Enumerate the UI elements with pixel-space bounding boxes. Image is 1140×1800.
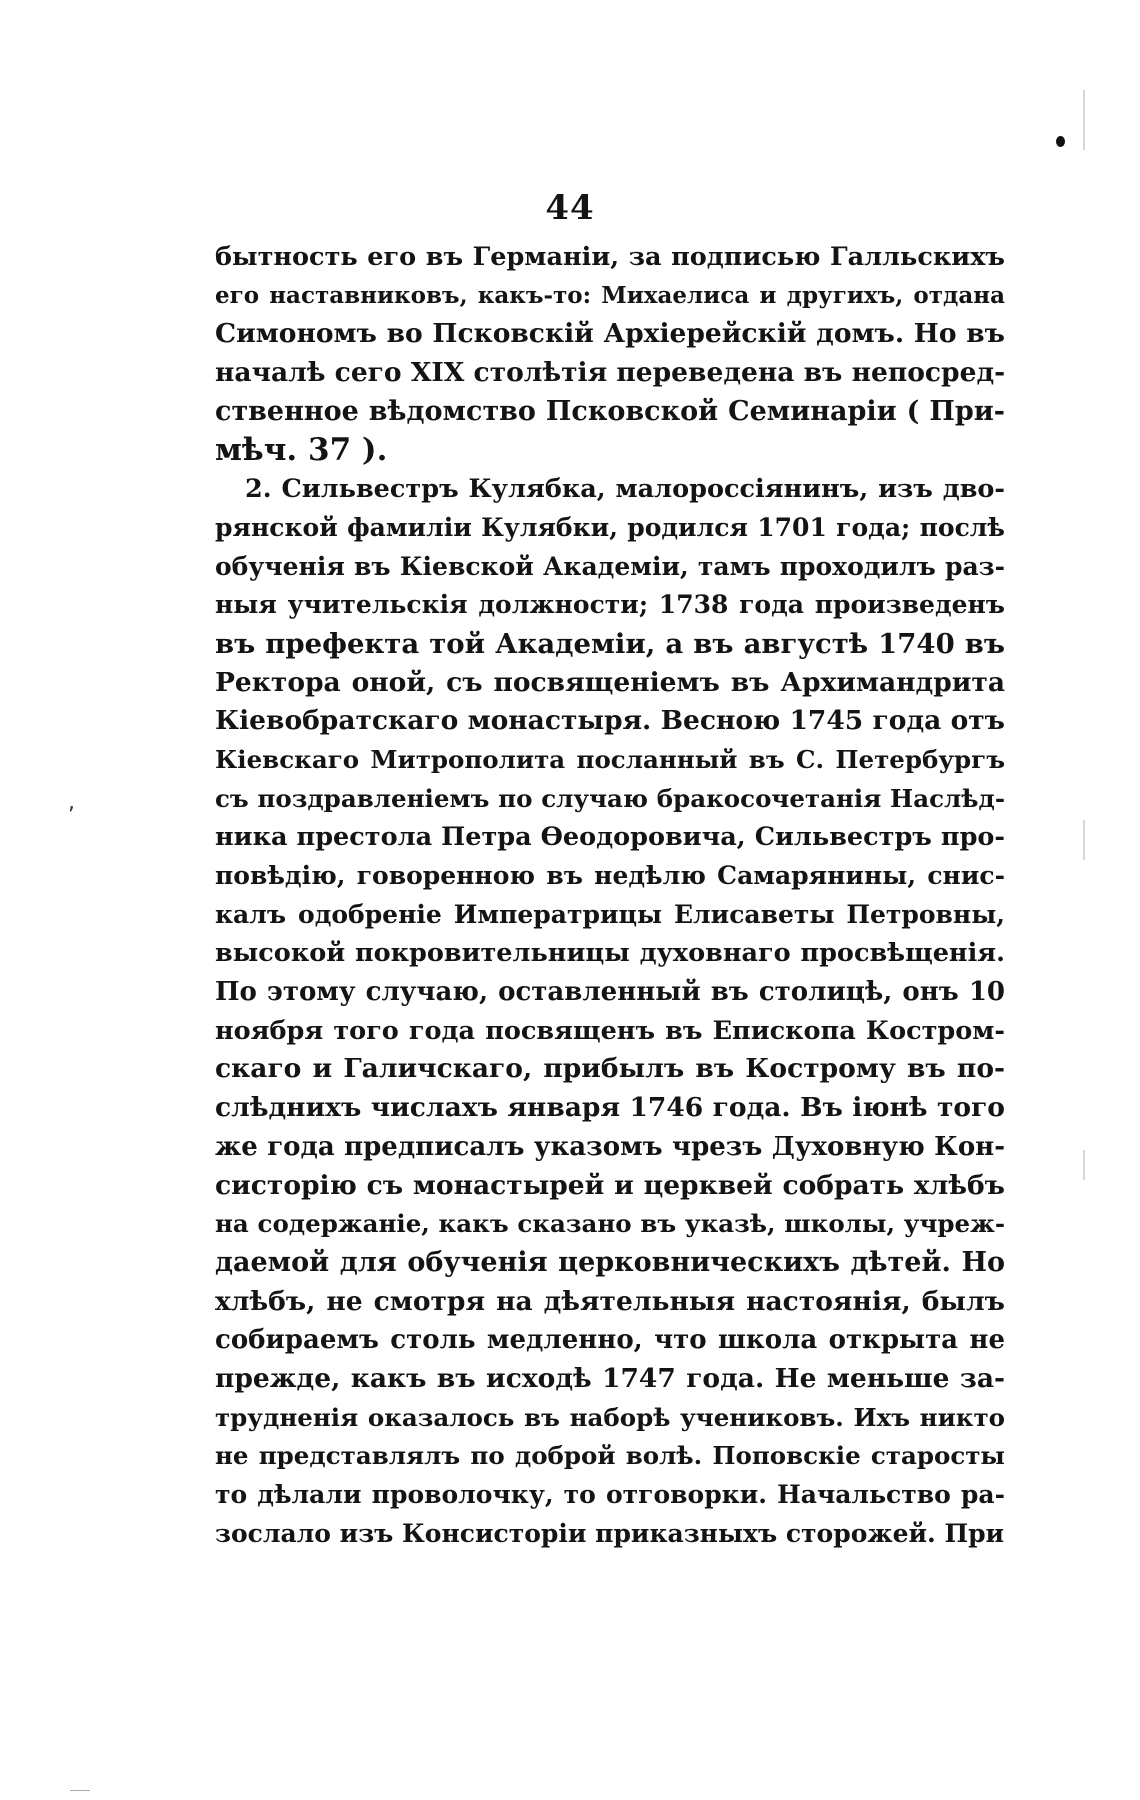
text-line: ника престола Петра Ѳеодоровича, Сильвестръ про- xyxy=(215,822,1005,853)
text-line: обученія въ Кіевской Академіи, тамъ проходилъ раз- xyxy=(215,551,1005,581)
text-line: собираемъ столь медленно, что школа открыта не xyxy=(215,1325,1005,1356)
text-line: Кіевскаго Митрополита посланный въ С. Петербургъ xyxy=(215,744,1005,774)
text-line: калъ одобреніе Императрицы Елисаветы Петровны, xyxy=(215,899,1005,929)
text-line: скаго и Галичскаго, прибылъ въ Кострому въ по- xyxy=(215,1053,1005,1085)
text-line: мѣч. 37 ). xyxy=(215,432,388,469)
text-line: же года предписалъ указомъ чрезъ Духовную Кон- xyxy=(215,1131,1005,1162)
text-line: началѣ сего XIX столѣтія переведена въ непосред- xyxy=(215,357,1005,389)
text-line: ныя учительскія должности; 1738 года произведенъ xyxy=(215,590,1005,620)
scan-mark xyxy=(70,1790,90,1791)
text-line: съ поздравленіемъ по случаю бракосочетанія Наслѣд- xyxy=(215,783,1005,813)
page-edge-line xyxy=(1083,1150,1085,1180)
text-line: то дѣлали проволочку, то отговорки. Начальство ра- xyxy=(215,1480,1005,1509)
text-line: хлѣбъ, не смотря на дѣятельныя настоянія, былъ xyxy=(215,1285,1005,1317)
body-text xyxy=(215,238,1005,1553)
scan-dot-mark xyxy=(1056,136,1065,147)
text-line: даемой для обученія церковническихъ дѣтей. Но xyxy=(215,1246,1005,1278)
text-line: ственное вѣдомство Псковской Семинаріи ( При- xyxy=(215,395,1005,427)
text-line: трудненія оказалось въ наборѣ учениковъ. Ихъ никто xyxy=(215,1402,1005,1432)
text-line: повѣдію, говоренною въ недѣлю Самарянины, снис- xyxy=(215,861,1005,890)
text-line: бытность его въ Германіи, за подписью Галльскихъ xyxy=(215,242,1005,272)
text-line: Кіевобратскаго монастыря. Весною 1745 года отъ xyxy=(215,705,1005,737)
text-line: систорію съ монастырей и церквей собрать хлѣбъ xyxy=(215,1169,1005,1201)
text-line: По этому случаю, оставленный въ столицѣ, онъ 10 xyxy=(215,977,1005,1008)
text-line: Ректора оной, съ посвященіемъ въ Архимандрита xyxy=(215,666,1005,698)
text-line: Симономъ во Псковскій Архіерейскій домъ. Но въ xyxy=(215,318,1005,350)
paragraph xyxy=(215,238,1005,470)
paragraph xyxy=(215,470,1005,1553)
text-line: въ префекта той Академіи, а въ августѣ 1740 въ xyxy=(215,627,1005,660)
text-line: высокой покровительницы духовнаго просвѣщенія. xyxy=(215,938,1005,969)
text-line: 2. Сильвестръ Кулябка, малороссіянинъ, изъ дво- xyxy=(245,474,1005,505)
text-line: не представлялъ по доброй волѣ. Поповскіе старосты xyxy=(215,1441,1005,1471)
text-line: рянской фамиліи Кулябки, родился 1701 года; послѣ xyxy=(215,512,1005,542)
text-line: ноября того года посвященъ въ Епископа Костром- xyxy=(215,1015,1005,1046)
text-line: зослало изъ Консисторіи приказныхъ сторожей. При xyxy=(215,1518,1005,1548)
text-line: на содержаніе, какъ сказано въ указѣ, школы, учреж- xyxy=(215,1209,1005,1239)
text-line: слѣднихъ числахъ января 1746 года. Въ іюнѣ того xyxy=(215,1092,1005,1124)
page-edge-line xyxy=(1083,90,1085,150)
text-line: его наставниковъ, какъ-то: Михаелиса и другихъ, отдана xyxy=(215,281,1005,309)
page-edge-line xyxy=(1083,820,1085,860)
margin-comma-mark: , xyxy=(68,790,75,815)
page-number: 44 xyxy=(545,188,595,228)
text-line: прежде, какъ въ исходѣ 1747 года. Не меньше за- xyxy=(215,1362,1005,1394)
